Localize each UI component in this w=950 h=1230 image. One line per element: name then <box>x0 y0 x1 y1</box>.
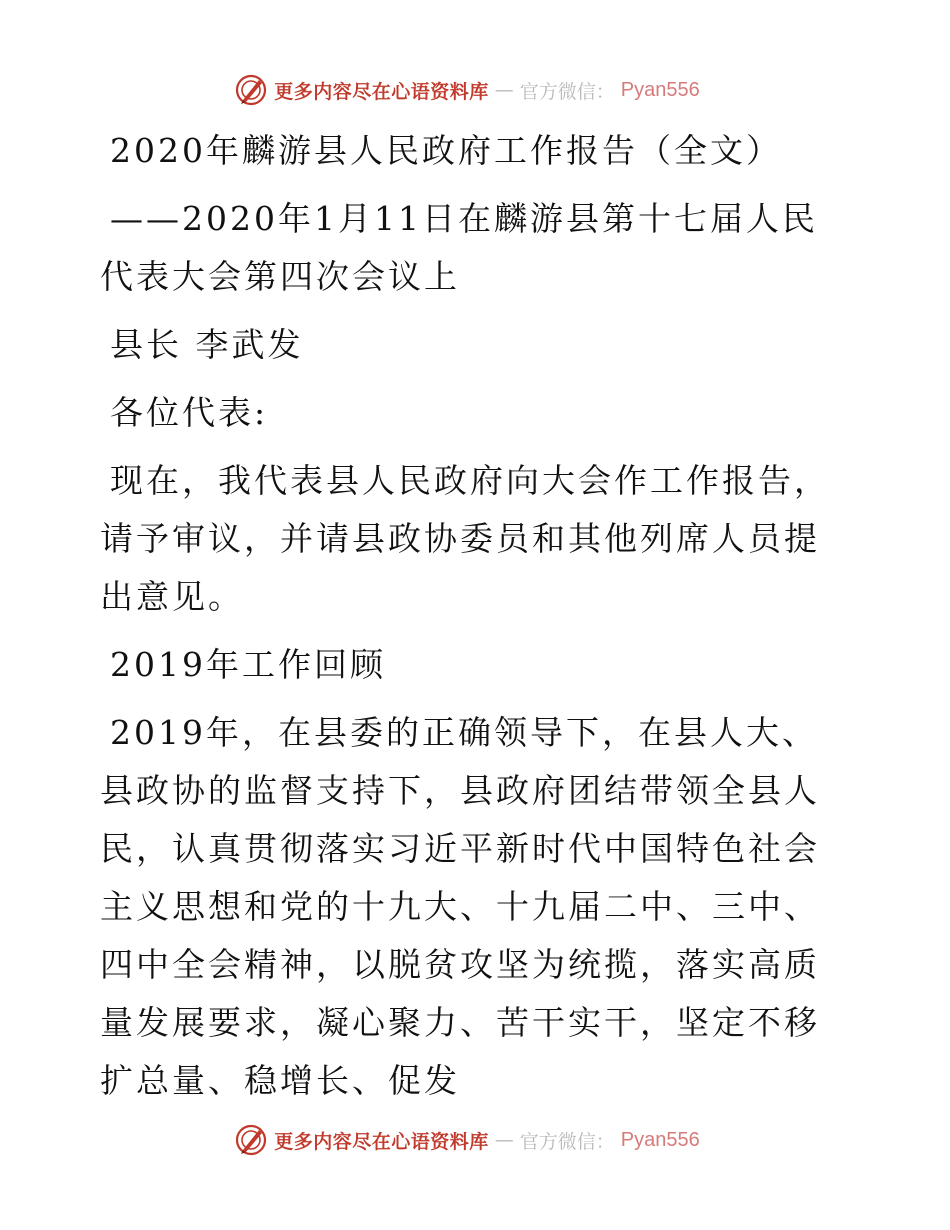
header-watermark <box>0 72 950 108</box>
watermark-content <box>234 73 700 107</box>
paragraph-intro: 现在，我代表县人民政府向大会作工作报告，请予审议，并请县政协委员和其他列席人员提出意见。 <box>100 461 830 616</box>
document-salutation: 各位代表: <box>110 393 269 432</box>
watermark-official-label: 官方微信： <box>519 1130 615 1153</box>
watermark-wechat-id: Pyan556 <box>620 78 700 101</box>
document-title: 2020年麟游县人民政府工作报告（全文） <box>110 131 782 170</box>
pen-logo-icon <box>234 73 268 107</box>
watermark-text: 更多内容尽在心语资料库 <box>274 1130 489 1153</box>
document-subtitle: ——2020年1月11日在麟游县第十七届人民代表大会第四次会议上 <box>100 199 818 296</box>
watermark-content <box>234 1123 700 1157</box>
pen-logo-icon <box>234 1123 268 1157</box>
watermark-official-label: 官方微信： <box>519 80 615 103</box>
watermark-wechat-id: Pyan556 <box>620 1128 700 1151</box>
document-body <box>100 122 850 1110</box>
document-author: 县长 李武发 <box>110 325 304 364</box>
watermark-dash: — <box>494 1129 514 1151</box>
watermark-dash: — <box>494 79 514 101</box>
footer-watermark <box>0 1122 950 1158</box>
watermark-text: 更多内容尽在心语资料库 <box>274 80 489 103</box>
paragraph-review: 2019年，在县委的正确领导下，在县人大、县政协的监督支持下，县政府团结带领全县人民，认真贯彻落实习近平新时代中国特色社会主义思想和党的十九大、十九届二中、三中、四中全会精神，以脱贫攻坚为统揽，落实高质量发展要求，凝心聚力、苦干实干，坚定不移扩总量、稳增长、促发 <box>100 713 820 1100</box>
section-heading: 2019年工作回顾 <box>110 645 386 684</box>
